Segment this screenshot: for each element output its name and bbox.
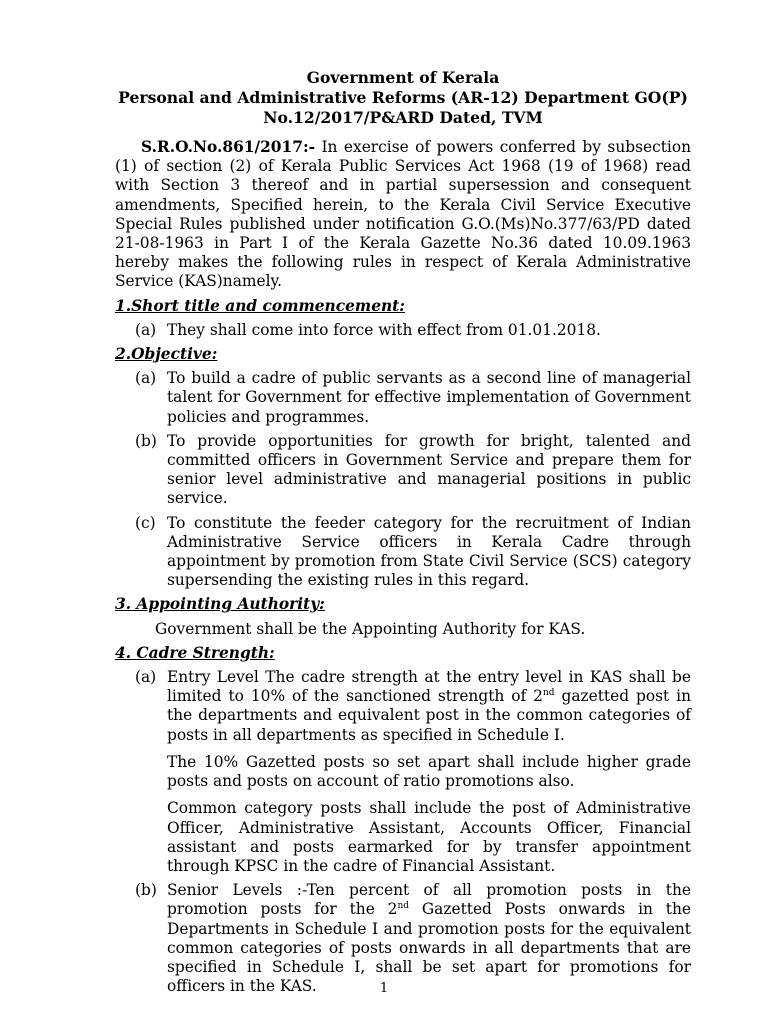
item-label: (a) [135, 320, 157, 339]
intro-paragraph [115, 138, 691, 292]
section-1-item-a [115, 321, 691, 340]
section-2-item-c [115, 514, 691, 591]
section-2-item-a [115, 369, 691, 427]
item-text-part: Entry Level The cadre strength at the entry level in KAS shall be limited to 10% of the sanctioned strength of 2 [167, 668, 691, 706]
section-3-heading: 3. Appointing Authority: [115, 595, 325, 614]
item-text: To build a cadre of public servants as a second line of managerial talent for Government for effective implementation of Government policies and programmes. [167, 369, 691, 426]
section-4-item-a [115, 668, 691, 745]
item-text [167, 881, 691, 996]
section-4-a-para-3: Common category posts shall include the post of Administrative Officer, Administrative Assistant, Accounts Officer, Financial assistant and posts earmarked for by transfer appointment through KPSC in the cadre of Financial Assistant. [167, 799, 691, 875]
item-text: To constitute the feeder category for the recruitment of Indian Administrative Service officers in Kerala Cadre through appointment by promotion from State Civil Service (SCS) category supersending the existing rules in this regard. [167, 513, 691, 590]
item-text-part: gazetted post in the departments and equivalent post in the common categories of posts in all departments as specified in Schedule I. [167, 687, 691, 744]
document-page [115, 68, 691, 996]
item-text: To provide opportunities for growth for bright, talented and committed officers in Government Service and prepare them for senior level administrative and managerial positions in public service. [167, 431, 691, 508]
item-label: (c) [135, 513, 156, 532]
gov-title: Government of Kerala [306, 68, 500, 87]
ordinal-suffix: nd [542, 688, 555, 699]
item-label: (b) [135, 881, 157, 900]
section-4-a-para-2: The 10% Gazetted posts so set apart shall include higher grade posts and posts on account of ratio promotions also. [167, 752, 691, 791]
section-2-item-b [115, 432, 691, 509]
item-text [167, 668, 691, 745]
item-text-part: Gazetted Posts onwards in the Departments in Schedule I and promotion posts for the equivalent common categories of posts onwards in all departments that are specified in Schedule I, shall be set apart for promotions for officers in the KAS. [167, 900, 691, 996]
item-label: (a) [135, 369, 157, 388]
department-title: Personal and Administrative Reforms (AR-12) Department GO(P) [118, 88, 688, 107]
section-3-text: Government shall be the Appointing Authority for KAS. [155, 619, 586, 638]
item-label: (a) [135, 668, 157, 687]
sro-number: S.R.O.No.861/2017:- [141, 138, 316, 156]
order-number: No.12/2017/P&ARD Dated, TVM [263, 108, 543, 127]
ordinal-suffix: nd [397, 901, 410, 912]
section-1-heading: 1.Short title and commencement: [115, 296, 405, 315]
section-2-heading: 2.Objective: [115, 345, 218, 364]
item-label: (b) [135, 431, 157, 450]
section-4-item-b [115, 881, 691, 996]
intro-text: In exercise of powers conferred by subsection (1) of section (2) of Kerala Public Services Act 1968 (19 of 1968) read with Section 3 thereof and in partial supersession and consequent amendments, Specified herein, to the Kerala Civil Service Executive Special Rules published under notification G.O.(Ms)No.377/63/PD dated 21-08-1963 in Part I of the Kerala Gazette No.36 dated 10.09.1963 hereby makes the following rules in respect of Kerala Administrative Service (KAS)namely. [115, 138, 691, 291]
page-number: 1 [379, 981, 389, 996]
item-text-part: Senior Levels :-Ten percent of all promotion posts in the promotion posts for the 2 [167, 881, 691, 919]
section-4-heading: 4. Cadre Strength: [115, 643, 275, 662]
item-text: They shall come into force with effect from 01.01.2018. [167, 320, 601, 339]
